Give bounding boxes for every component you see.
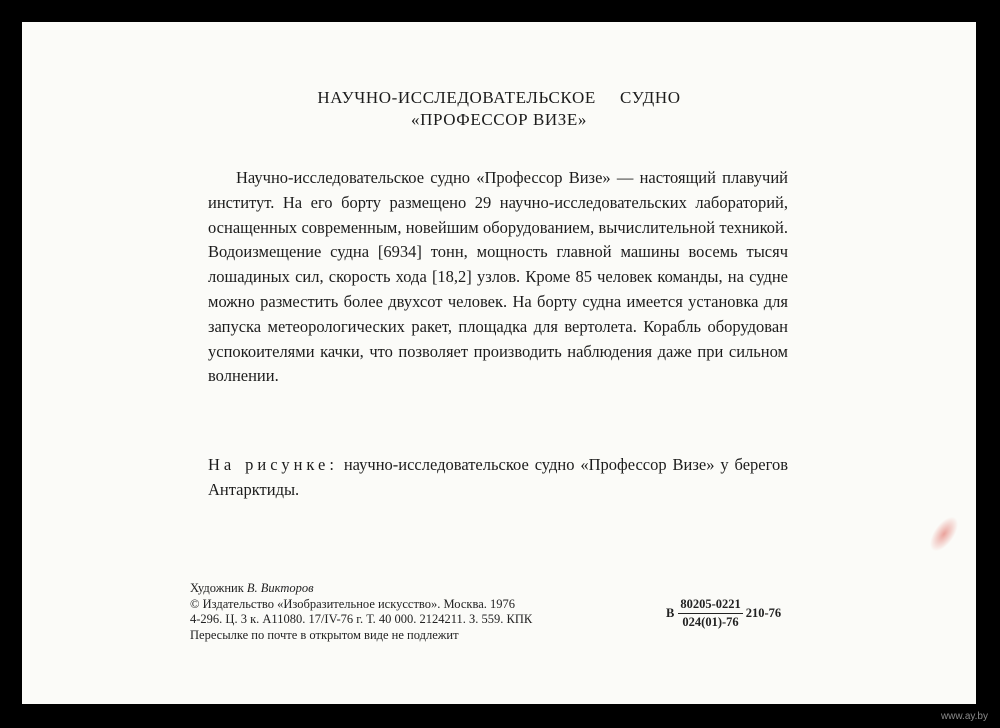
site-watermark: www.ay.by xyxy=(940,711,988,722)
red-stain-mark xyxy=(924,512,963,556)
postcard-back xyxy=(22,22,976,704)
code-denominator: 024(01)-76 xyxy=(682,615,739,629)
code-numerator: 80205-0221 xyxy=(678,597,742,614)
heading-line-1: НАУЧНО-ИССЛЕДОВАТЕЛЬСКОЕ СУДНО xyxy=(317,88,681,107)
caption-text: научно-исследовательское судно «Профессор Визе» у берегов Антарктиды. xyxy=(208,455,788,499)
artist-line xyxy=(190,581,532,597)
caption-block xyxy=(208,453,788,503)
code-letter: В xyxy=(666,606,675,620)
artist-name: В. Викторов xyxy=(246,581,314,595)
catalog-code xyxy=(666,597,781,630)
description-block xyxy=(208,166,788,389)
code-fraction xyxy=(678,597,742,630)
imprint-block xyxy=(190,581,532,643)
print-info-line: 4-296. Ц. 3 к. А11080. 17/IV-76 г. Т. 40 000. 2124211. З. 559. КПК xyxy=(190,612,533,626)
artist-label: Художник xyxy=(190,581,247,595)
description-paragraph: Научно-исследовательское судно «Профессор Визе» — настоящий плавучий институт. На его борту размещено 29 научно-исследовательских лабораторий, оснащенных современным, новейшим оборудованием, вычислительной техникой. Водоизмещение судна [6934] тонн, мощность главной машины восемь тысяч лошадиных сил, скорость хода [18,2] узлов. Кроме 85 человек команды, на судне можно разместить более двухсот человек. На борту судна имеется установка для запуска метеорологических ракет, площадка для вертолета. Корабль оборудован успокоителями качки, что позволяет производить наблюдения даже при сильном волнении. xyxy=(208,168,788,386)
code-suffix: 210-76 xyxy=(745,606,782,620)
publisher-line: © Издательство «Изобразительное искусство». Москва. 1976 xyxy=(190,596,516,611)
caption-label: На рисунке: xyxy=(208,455,338,474)
heading-line-2: «ПРОФЕССОР ВИЗЕ» xyxy=(410,110,587,129)
mail-note-line: Пересылке по почте в открытом виде не подлежит xyxy=(190,627,459,642)
